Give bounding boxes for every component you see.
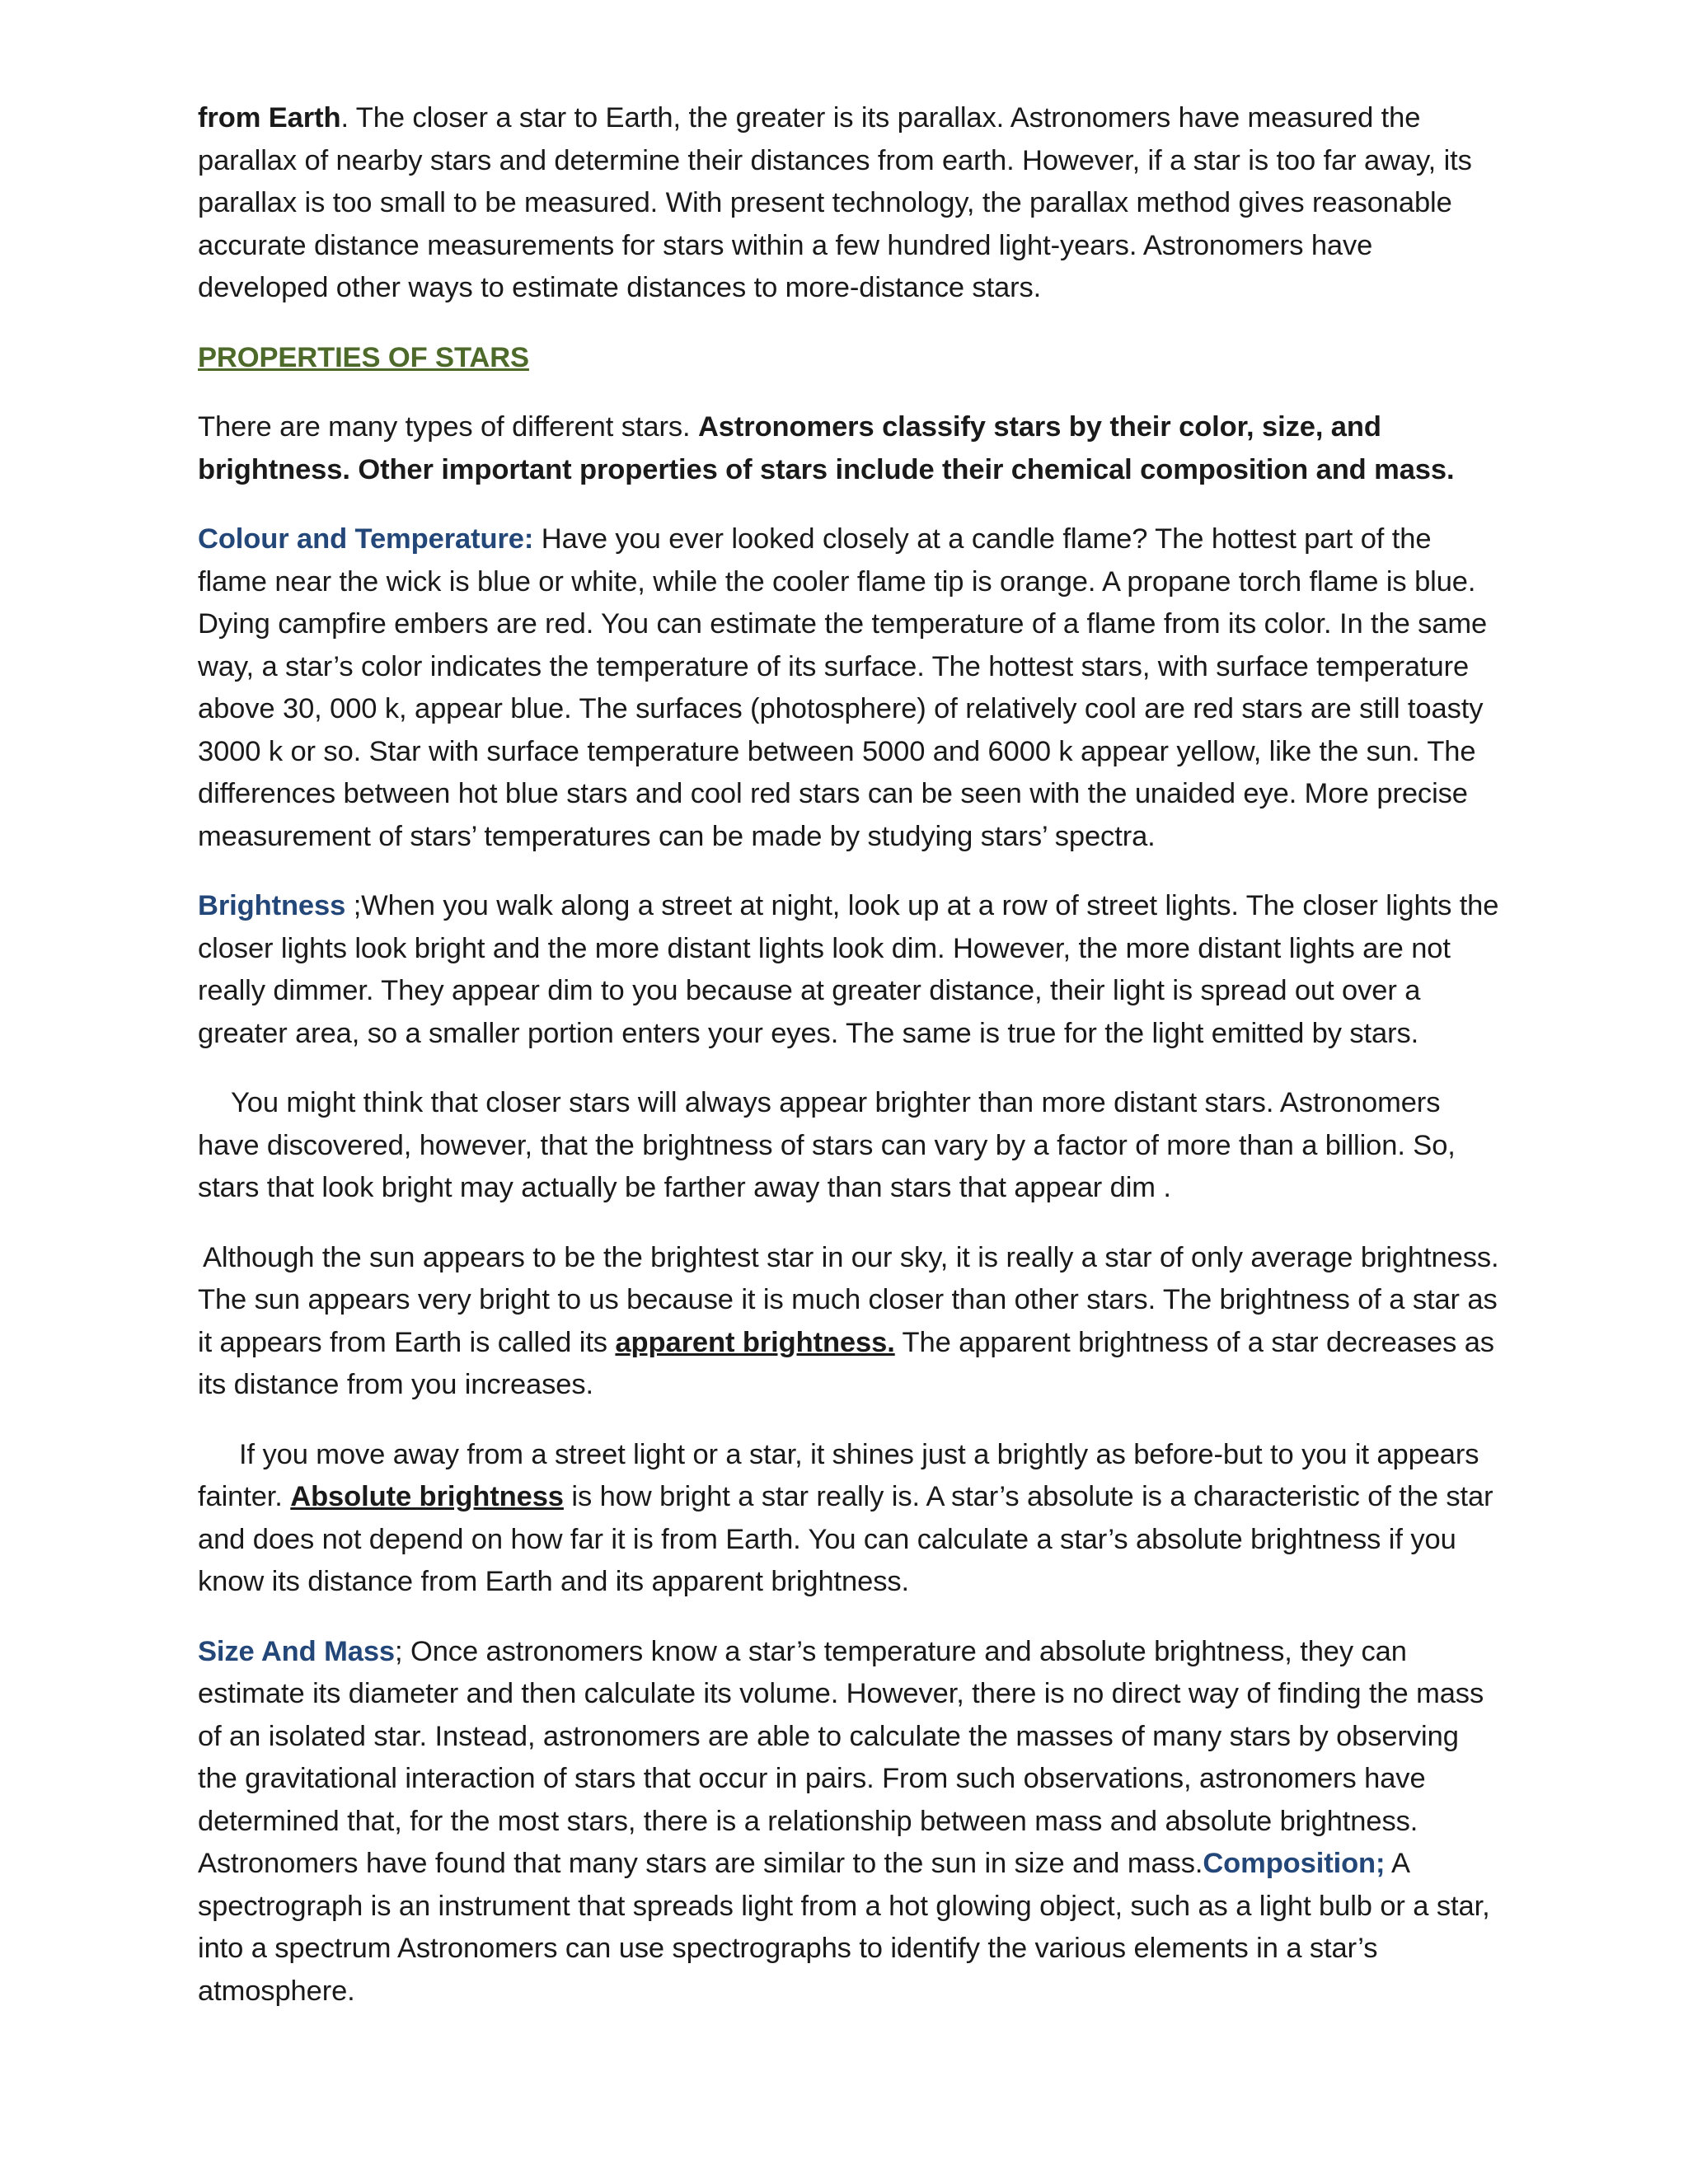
- absolute-term: Absolute brightness: [290, 1481, 564, 1512]
- section-heading: [198, 337, 1500, 380]
- size-mass-text: ; Once astronomers know a star’s temperature and absolute brightness, they can estimate its diameter and then calculate its volume. However, there is no direct way of finding the mass of an isolated star. Instead, astronomers are able to calculate the masses of many stars by observing the gravitational interaction of stars that occur in pairs. From such observations, astronomers have determined that, for the most stars, there is a relationship between mass and absolute brightness. Astronomers have found that many stars are similar to the sun in size and mass.: [198, 1635, 1484, 1879]
- document-page: [198, 97, 1500, 2040]
- apparent-term: apparent brightness.: [615, 1326, 895, 1358]
- size-mass-label: Size And Mass: [198, 1635, 395, 1667]
- brightness-text: ;When you walk along a street at night, look up at a row of street lights. The closer lights the closer lights look bright and the more distant lights look dim. However, the more distant lights are not really dimmer. They appear dim to you because at greater distance, their light is spread out over a greater area, so a smaller portion enters your eyes. The same is true for the light emitted by stars.: [198, 890, 1499, 1049]
- apparent-paragraph: [198, 1237, 1500, 1407]
- colour-label: Colour and Temperature:: [198, 523, 534, 555]
- apparent-text-1: Although the sun appears to be the brightest star in our sky, it is really a star of only average brightness. The sun appears very bright to us because it is much closer than other stars. The brightness of a star as it appears from Earth is called its: [198, 1241, 1499, 1358]
- intro-bold: Astronomers classify stars by their color, size, and brightness. Other important properties of stars include their chemical composition and mass.: [198, 411, 1455, 485]
- colour-text: Have you ever looked closely at a candle flame? The hottest part of the flame near the wick is blue or white, while the cooler flame tip is orange. A propane torch flame is blue. Dying campfire embers are red. You can estimate the temperature of a flame from its color. In the same way, a star’s color indicates the temperature of its surface. The hottest stars, with surface temperature above 30, 000 k, appear blue. The surfaces (photosphere) of relatively cool are red stars are still toasty 3000 k or so. Star with surface temperature between 5000 and 6000 k appear yellow, like the sun. The differences between hot blue stars and cool red stars can be seen with the unaided eye. More precise measurement of stars’ temperatures can be made by studying stars’ spectra.: [198, 523, 1488, 852]
- parallax-text: . The closer a star to Earth, the greater is its parallax. Astronomers have measured the parallax of nearby stars and determine their distances from earth. However, if a star is too far away, its parallax is too small to be measured. With present technology, the parallax method gives reasonable accurate distance measurements for stars within a few hundred light-years. Astronomers have developed other ways to estimate distances to more-distance stars.: [198, 102, 1472, 303]
- intro-paragraph: [198, 406, 1500, 491]
- parallax-lead: from Earth: [198, 102, 341, 134]
- intro-text: There are many types of different stars.: [198, 411, 698, 443]
- colour-paragraph: [198, 518, 1500, 858]
- size-mass-paragraph: [198, 1631, 1500, 2013]
- absolute-text-1: If you move away from a street light or a star, it shines just a brightly as before-but to you it appears fainter.: [198, 1438, 1479, 1512]
- composition-label: Composition;: [1203, 1848, 1386, 1879]
- apparent-text-2: The apparent brightness of a star decreases as its distance from you increases.: [198, 1326, 1494, 1400]
- closer-stars-paragraph: [198, 1082, 1500, 1210]
- absolute-text-2: is how bright a star really is. A star’s absolute is a characteristic of the star and does not depend on how far it is from Earth. You can calculate a star’s absolute brightness if you know its distance from Earth and its apparent brightness.: [198, 1481, 1493, 1597]
- parallax-paragraph: [198, 97, 1500, 310]
- closer-stars-text: You might think that closer stars will always appear brighter than more distant stars. Astronomers have discovered, however, that the brightness of stars can vary by a factor of more than a billion. So, stars that look bright may actually be farther away than stars that appear dim .: [198, 1087, 1456, 1203]
- properties-heading: PROPERTIES OF STARS: [198, 341, 529, 373]
- absolute-paragraph: [198, 1434, 1500, 1604]
- brightness-label: Brightness: [198, 890, 354, 921]
- composition-text: A spectrograph is an instrument that spreads light from a hot glowing object, such as a light bulb or a star, into a spectrum Astronomers can use spectrographs to identify the various elements in a star’s atmosphere.: [198, 1848, 1490, 2007]
- brightness-paragraph: [198, 885, 1500, 1055]
